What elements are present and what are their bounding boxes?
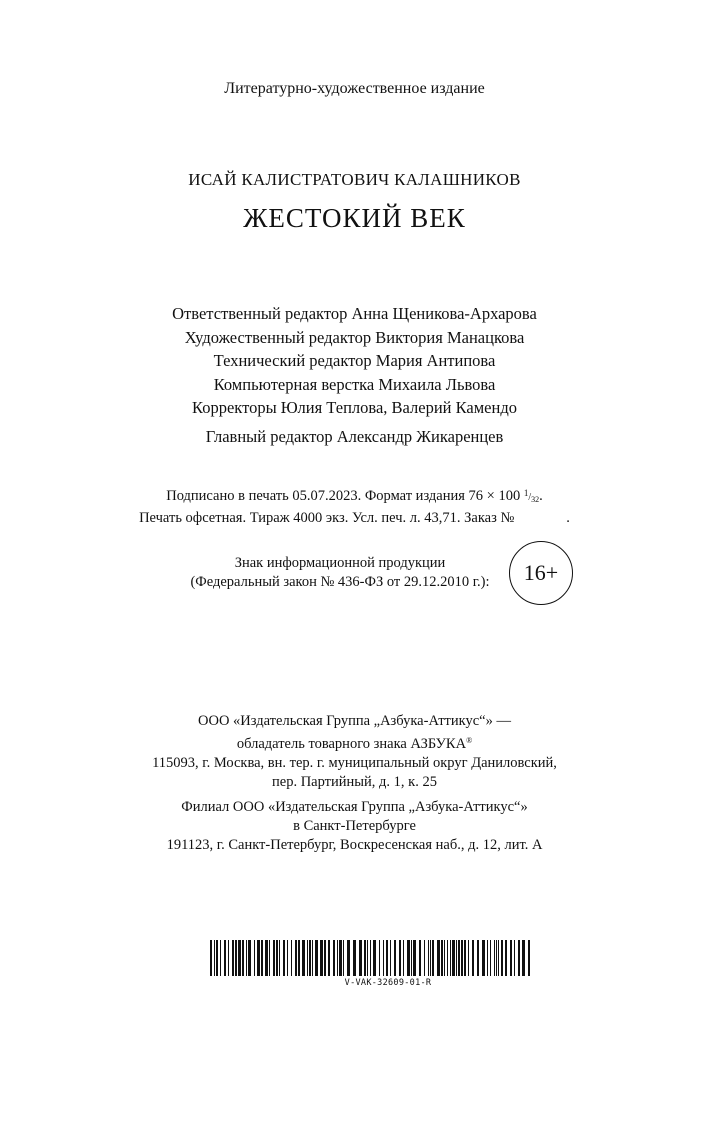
publisher-info	[0, 712, 709, 855]
book-title: ЖЕСТОКИЙ ВЕК	[243, 203, 466, 233]
barcode-bar	[312, 940, 313, 976]
barcode-bar	[498, 940, 499, 976]
barcode-bar	[320, 940, 323, 976]
barcode-bar	[324, 940, 326, 976]
barcode-bar	[496, 940, 497, 976]
barcode-bar	[399, 940, 401, 976]
barcode-bar	[298, 940, 300, 976]
barcode-image	[210, 940, 536, 976]
barcode-bar	[424, 940, 425, 976]
barcode-bar	[238, 940, 241, 976]
credits-list	[0, 302, 709, 420]
barcode-bar	[261, 940, 263, 976]
print-run-text: Печать офсетная. Тираж 4000 экз. Усл. печ. л. 43,71. Заказ №	[139, 510, 515, 526]
barcode-bar	[235, 940, 237, 976]
branch-line: 191123, г. Санкт-Петербург, Воскресенская наб., д. 12, лит. А	[166, 837, 543, 853]
registered-mark: ®	[466, 736, 473, 745]
barcode-bar	[514, 940, 515, 976]
print-format-text: Подписано в печать 05.07.2023. Формат издания 76 × 100	[166, 488, 524, 504]
barcode-bar	[490, 940, 491, 976]
barcode-bar	[248, 940, 251, 976]
barcode-bar	[337, 940, 338, 976]
publisher-line: ООО «Издательская Группа „Азбука-Аттикус“» —	[198, 713, 511, 729]
barcode-bar	[246, 940, 247, 976]
barcode-bar	[450, 940, 451, 976]
barcode-bar	[379, 940, 380, 976]
barcode-bar	[333, 940, 335, 976]
barcode-bar	[528, 940, 530, 976]
trademark-text: обладатель товарного знака АЗБУКА	[236, 736, 467, 752]
barcode-bar	[510, 940, 512, 976]
barcode-text: V-VAK-32609-01-R	[344, 978, 432, 988]
barcode-bar	[347, 940, 350, 976]
age-label-line-1: Знак информационной продукции	[234, 555, 446, 571]
print-info-line-2	[0, 509, 709, 528]
fraction-denominator: 32	[531, 495, 540, 504]
barcode-bar	[228, 940, 229, 976]
barcode-bar	[428, 940, 429, 976]
barcode-bar	[339, 940, 342, 976]
barcode-bar	[309, 940, 311, 976]
barcode-bar	[367, 940, 368, 976]
barcode-bar	[482, 940, 485, 976]
barcode-bar	[291, 940, 292, 976]
credit-line: Технический редактор Мария Антипова	[213, 351, 496, 370]
age-rating-text: 16+	[523, 560, 559, 585]
barcode-bar	[307, 940, 308, 976]
barcode-bar	[353, 940, 356, 976]
barcode-bar	[461, 940, 463, 976]
barcode-bar	[273, 940, 275, 976]
barcode-bar	[257, 940, 260, 976]
age-label	[180, 554, 500, 592]
age-label-line-2: (Федеральный закон № 436-ФЗ от 29.12.2010 г.):	[190, 574, 490, 590]
barcode-bar	[518, 940, 520, 976]
print-run-suffix: .	[566, 510, 570, 526]
barcode-bar	[390, 940, 391, 976]
barcode-bar	[394, 940, 396, 976]
fraction-numerator: 1	[523, 488, 529, 498]
barcode-bar	[364, 940, 366, 976]
barcode-bar	[220, 940, 221, 976]
credit-line: Компьютерная верстка Михаила Львова	[213, 374, 496, 394]
barcode-bar	[216, 940, 218, 976]
barcode-bar	[343, 940, 344, 976]
barcode-bar	[472, 940, 474, 976]
barcode-bar	[505, 940, 507, 976]
barcode-bar	[522, 940, 525, 976]
author-name: ИСАЙ КАЛИСТРАТОВИЧ КАЛАШНИКОВ	[188, 170, 521, 189]
barcode-bar	[287, 940, 288, 976]
credit-line: Художественный редактор Виктория Манацкова	[184, 327, 525, 347]
barcode-bar	[302, 940, 305, 976]
barcode-bar	[403, 940, 404, 976]
barcode-bar	[214, 940, 215, 976]
barcode-bar	[315, 940, 318, 976]
print-info	[0, 484, 709, 528]
barcode-bar	[242, 940, 244, 976]
barcode-bar	[437, 940, 440, 976]
barcode-bar	[224, 940, 226, 976]
barcode-bar	[430, 940, 431, 976]
age-rating-badge	[509, 541, 573, 605]
barcode-bar	[477, 940, 479, 976]
barcode-bar	[383, 940, 384, 976]
barcode-bar	[328, 940, 330, 976]
barcode-bar	[283, 940, 285, 976]
chief-editor: Главный редактор Александр Жикаренцев	[205, 427, 504, 446]
barcode-bar	[370, 940, 371, 976]
barcode-bar	[413, 940, 416, 976]
barcode-bar	[452, 940, 455, 976]
edition-type: Литературно-художественное издание	[224, 80, 485, 97]
barcode-bar	[447, 940, 448, 976]
barcode-bar	[279, 940, 280, 976]
branch-line: в Санкт-Петербурге	[293, 818, 416, 834]
barcode-bar	[487, 940, 488, 976]
barcode-bar	[441, 940, 443, 976]
barcode-bar	[373, 940, 376, 976]
barcode-bar	[411, 940, 412, 976]
barcode-bar	[468, 940, 469, 976]
barcode-bar	[464, 940, 466, 976]
credit-line: Корректоры Юлия Теплова, Валерий Камендо	[192, 398, 517, 417]
credit-line: Ответственный редактор Анна Щеникова-Архарова	[172, 304, 537, 323]
barcode-bar	[501, 940, 503, 976]
barcode-bar	[494, 940, 495, 976]
barcode	[210, 940, 536, 988]
barcode-bar	[456, 940, 457, 976]
print-format-suffix: .	[539, 488, 543, 504]
barcode-bar	[254, 940, 255, 976]
publisher-line: пер. Партийный, д. 1, к. 25	[272, 774, 437, 790]
barcode-bar	[359, 940, 362, 976]
barcode-bar	[265, 940, 268, 976]
barcode-bar	[386, 940, 388, 976]
barcode-bar	[407, 940, 410, 976]
barcode-bar	[419, 940, 421, 976]
barcode-bar	[458, 940, 460, 976]
publisher-line: 115093, г. Москва, вн. тер. г. муниципальный округ Даниловский,	[152, 755, 557, 771]
barcode-bar	[210, 940, 212, 976]
barcode-bar	[276, 940, 278, 976]
publisher-line	[0, 731, 709, 754]
print-info-line-1	[0, 484, 709, 509]
format-fraction: $^1/_{32}$	[523, 488, 540, 504]
branch-line: Филиал ООО «Издательская Группа „Азбука-Аттикус“»	[181, 799, 528, 815]
barcode-bar	[444, 940, 445, 976]
barcode-bar	[295, 940, 297, 976]
barcode-bar	[232, 940, 234, 976]
barcode-bar	[432, 940, 434, 976]
barcode-bar	[269, 940, 270, 976]
